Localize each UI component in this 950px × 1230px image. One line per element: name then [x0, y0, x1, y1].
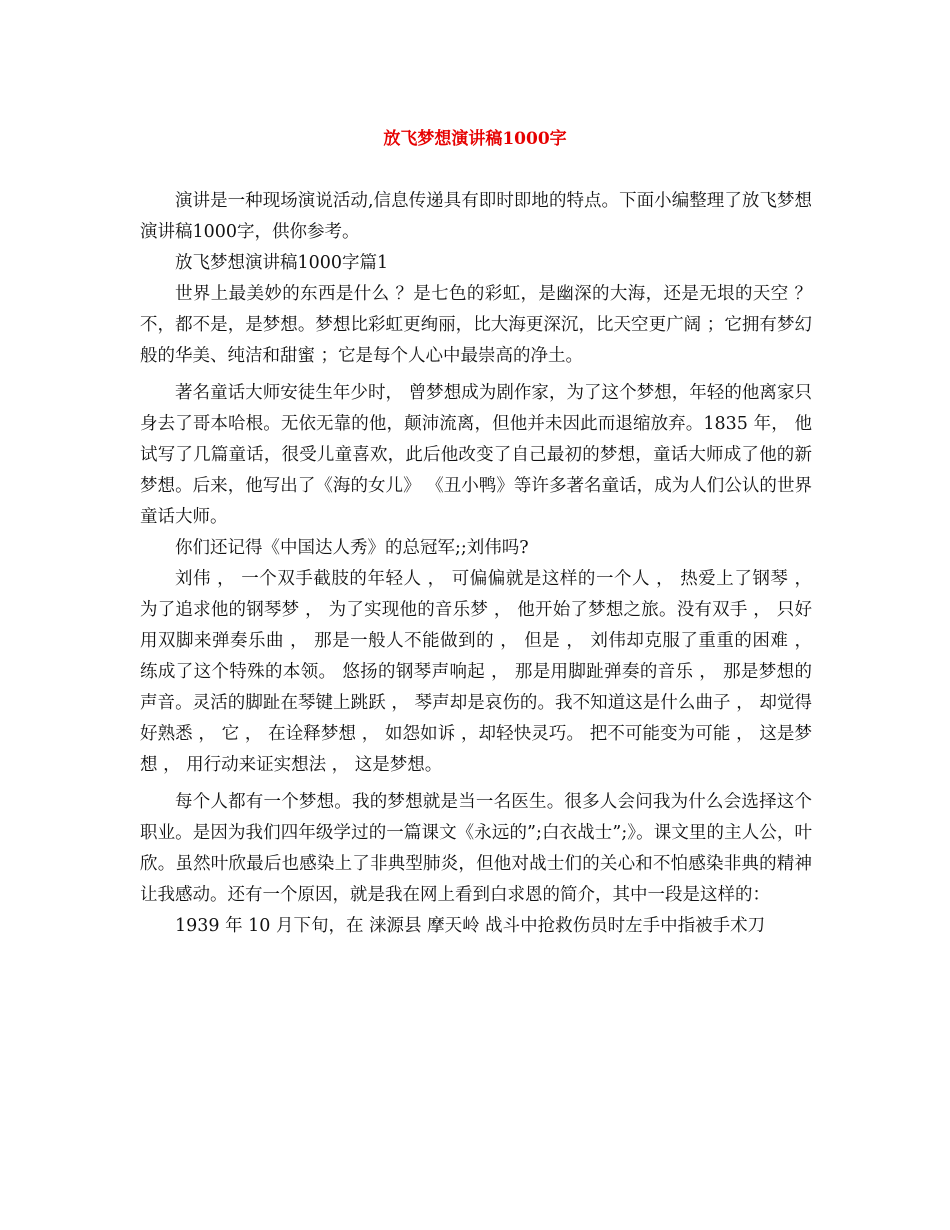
body-paragraph: 每个人都有一个梦想。我的梦想就是当一名医生。很多人会问我为什么会选择这个职业。是因为我们四年级学过的一篇课文《永远的”;白衣战士”;》。课文里的主人公，叶欣。虽然叶欣最后也感染上了非典型肺炎，但他对战士们的关心和不怕感染非典的精神让我感动。还有一个原因，就是我在网上看到白求恩的简介，其中一段是这样的： — [140, 792, 812, 905]
body-paragraph: 著名童话大师安徒生年少时， 曾梦想成为剧作家，为了这个梦想，年轻的他离家只身去了哥本哈根。无依无靠的他，颠沛流离，但他并未因此而退缩放弃。1835 年， 他试写了几篇童话，很受儿童喜欢，此后他改变了自己最初的梦想，童话大师成了他的新梦想。后来，他写出了《海的女儿》 《丑小鸭》等许多著名童话，成为人们公认的世界童话大师。 — [140, 383, 812, 527]
body-paragraph: 刘伟 ， 一个双手截肢的年轻人 ， 可偏偏就是这样的一个人 ， 热爱上了钢琴 ， 为了追求他的钢琴梦 ， 为了实现他的音乐梦 ， 他开始了梦想之旅。没有双手 ， 只好用双脚来弹奏乐曲 ， 那是一般人不能做到的 ， 但是 ， 刘伟却克服了重重的困难 ， 练成了这个特殊的本领。 悠扬的钢琴声响起 ， 那是用脚趾弹奏的音乐 ， 那是梦想的声音。灵活的脚趾在琴键上跳跃 ， 琴声却是哀伤的。我不知道这是什么曲子 ， 却觉得好熟悉 ， 它 ， 在诠释梦想 ， 如怨如诉 ，却轻快灵巧。 把不可能变为可能 ， 这是梦想 ， 用行动来证实想法 ， 这是梦想。 — [140, 569, 812, 775]
document-title: 放飞梦想演讲稿1000字 — [383, 129, 567, 149]
section-heading: 放飞梦想演讲稿1000字篇1 — [175, 253, 389, 273]
body-paragraph: 1939 年 10 月下旬，在 涞源县 摩天岭 战斗中抢救伤员时左手中指被手术刀 — [175, 916, 766, 936]
intro-paragraph: 演讲是一种现场演说活动,信息传递具有即时即地的特点。下面小编整理了放飞梦想演讲稿1000字，供你参考。 — [140, 191, 812, 242]
body-paragraph: 你们还记得《中国达人秀》的总冠军;;刘伟吗? — [175, 538, 529, 558]
body-paragraph: 世界上最美妙的东西是什么 ？是七色的彩虹，是幽深的大海，还是无垠的天空 ？不，都不是，是梦想。梦想比彩虹更绚丽，比大海更深沉，比天空更广阔 ；它拥有梦幻般的华美、纯洁和甜蜜 ；它是每个人心中最崇高的净土。 — [140, 284, 812, 366]
document-body — [140, 186, 812, 942]
